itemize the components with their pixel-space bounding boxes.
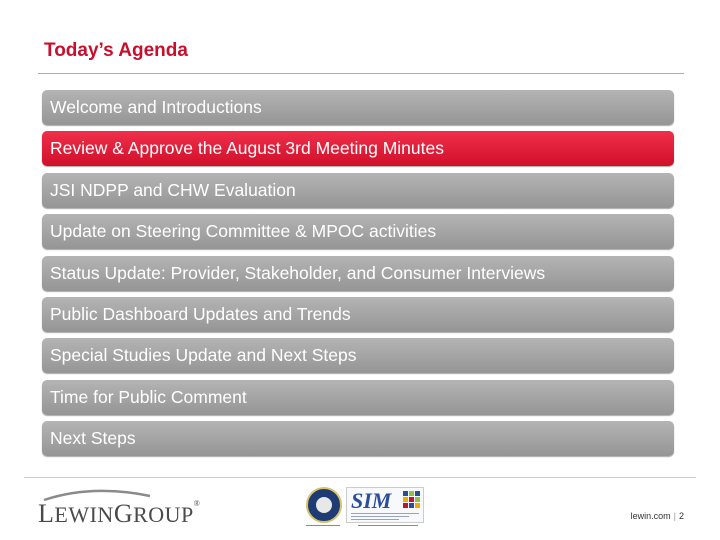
agenda-item-active[interactable]: Review & Approve the August 3rd Meeting Minutes — [42, 131, 674, 166]
footer-separator: | — [673, 511, 676, 521]
sim-captions — [306, 525, 424, 531]
agenda-item[interactable]: Welcome and Introductions — [42, 90, 674, 125]
footer-divider — [24, 477, 696, 478]
state-seal-icon — [306, 487, 342, 523]
agenda-item[interactable]: Status Update: Provider, Stakeholder, and Consumer Interviews — [42, 256, 674, 291]
sim-tagline — [351, 513, 419, 522]
sim-logo — [306, 487, 424, 533]
sim-logo-box — [346, 487, 424, 523]
page-number: 2 — [678, 511, 684, 521]
agenda-item[interactable]: JSI NDPP and CHW Evaluation — [42, 173, 674, 208]
lewin-group-wordmark: LEWINGROUP® — [38, 499, 201, 528]
sim-wordmark: SIM — [351, 488, 392, 513]
page-footer — [631, 511, 684, 521]
agenda-list — [42, 90, 674, 463]
agenda-item[interactable]: Next Steps — [42, 421, 674, 456]
agenda-item[interactable]: Update on Steering Committee & MPOC activities — [42, 214, 674, 249]
lewin-group-logo — [38, 488, 201, 528]
website-link[interactable]: lewin.com — [630, 511, 671, 521]
slide-title: Today’s Agenda — [44, 40, 188, 61]
title-divider — [38, 73, 684, 74]
agenda-item[interactable]: Public Dashboard Updates and Trends — [42, 297, 674, 332]
sim-mosaic-icon — [403, 491, 421, 509]
agenda-item[interactable]: Time for Public Comment — [42, 380, 674, 415]
agenda-item[interactable]: Special Studies Update and Next Steps — [42, 338, 674, 373]
